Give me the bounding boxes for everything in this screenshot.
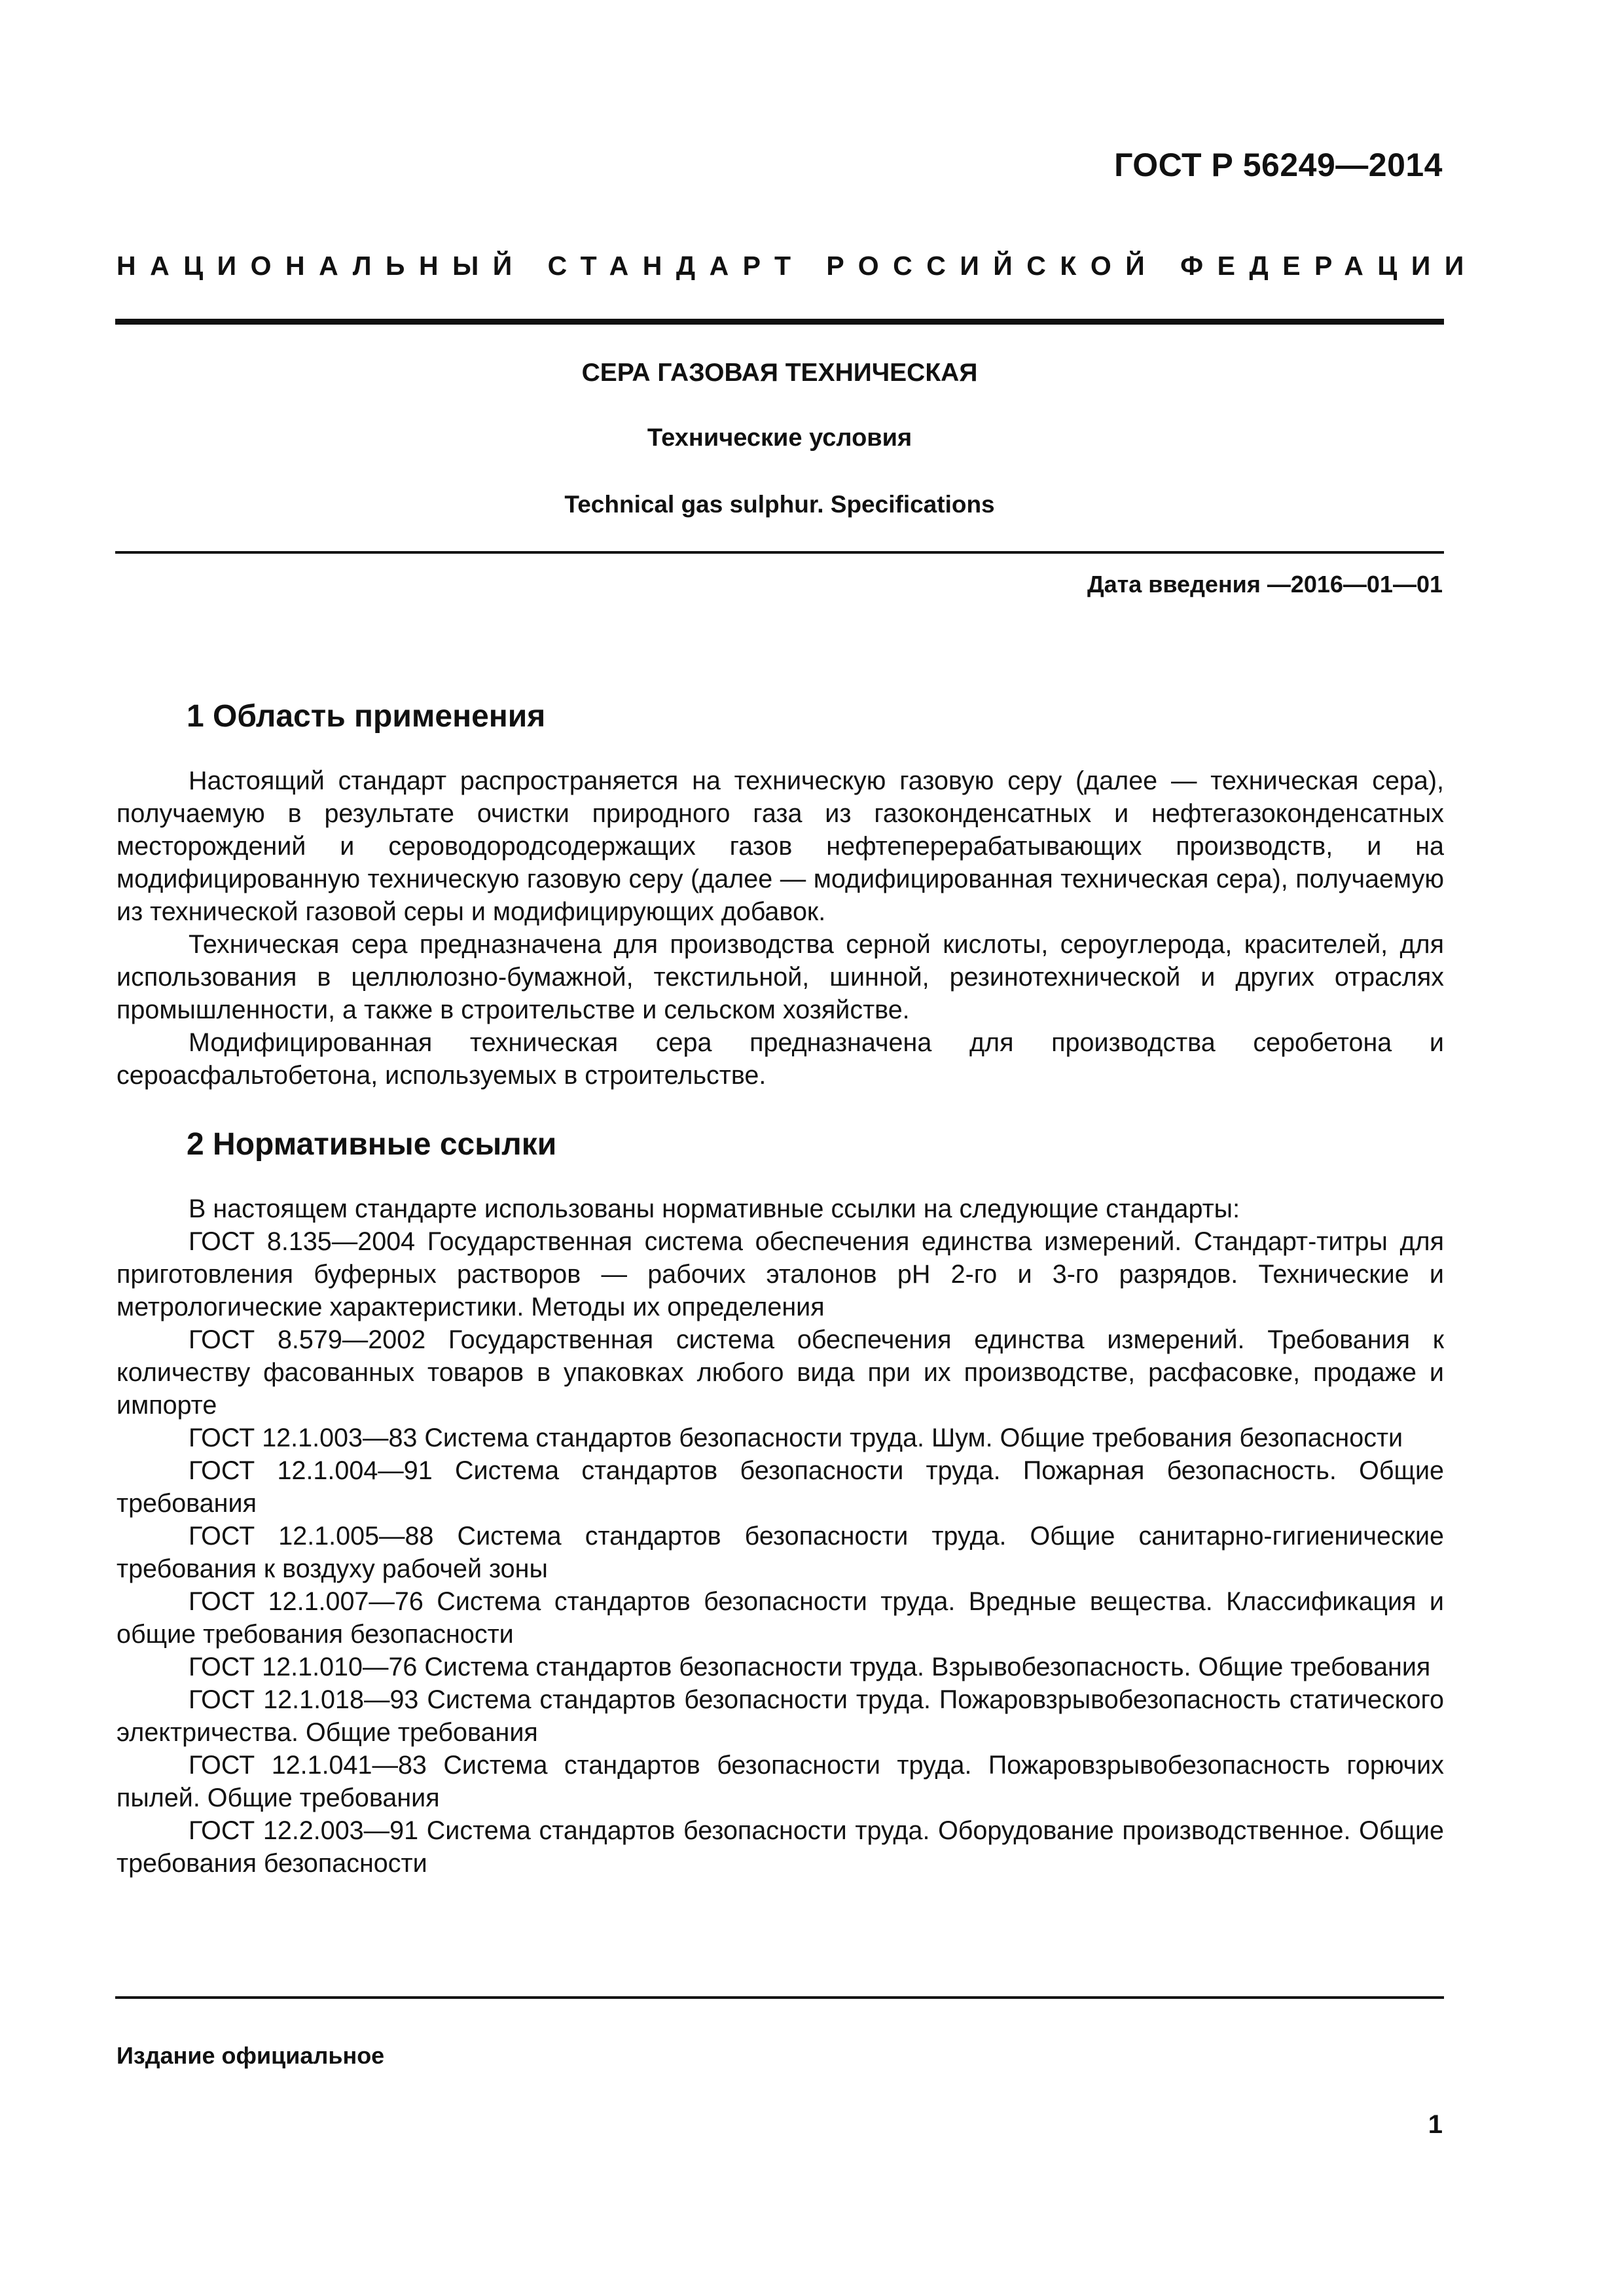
document-title-english: Technical gas sulphur. Specifications xyxy=(564,491,995,518)
document-subtitle: Технические условия xyxy=(647,424,912,452)
section-2-heading: 2 Нормативные ссылки xyxy=(187,1127,557,1162)
section-1-body xyxy=(117,764,1444,1092)
header-rule xyxy=(115,319,1444,325)
reference-item: ГОСТ 12.1.007—76 Система стандартов безопасности труда. Вредные вещества. Классификация и общие требования безопасности xyxy=(117,1587,1444,1649)
section-2-body xyxy=(117,1193,1444,1880)
document-title: СЕРА ГАЗОВАЯ ТЕХНИЧЕСКАЯ xyxy=(581,359,978,387)
reference-item: ГОСТ 12.1.003—83 Система стандартов безопасности труда. Шум. Общие требования безопасности xyxy=(189,1424,1403,1452)
reference-item: ГОСТ 12.1.010—76 Система стандартов безопасности труда. Взрывобезопасность. Общие требования xyxy=(189,1653,1431,1681)
footer-rule xyxy=(115,1996,1444,1999)
reference-item: ГОСТ 12.1.005—88 Система стандартов безопасности труда. Общие санитарно-гигиенические требования к воздуху рабочей зоны xyxy=(117,1522,1444,1583)
section-1-paragraph: Настоящий стандарт распространяется на техническую газовую серу (далее — техническая сера), получаемую в результате очистки природного газа из газоконденсатных и нефтегазоконденсатных месторождений и сероводородсодержащих газов нефтеперерабатывающих производств, и на модифицированную техническую газовую серу (далее — модифицированная техническая сера), получаемую из технической газовой серы и модифицирующих добавок. xyxy=(117,766,1444,926)
section-1-paragraph: Техническая сера предназначена для производства серной кислоты, сероуглерода, красителей, для использования в целлюлозно-бумажной, текстильной, шинной, резинотехнической и других отраслях промышленности, а также в строительстве и сельском хозяйстве. xyxy=(117,930,1444,1024)
page-number: 1 xyxy=(1428,2110,1443,2139)
reference-item: ГОСТ 8.135—2004 Государственная система обеспечения единства измерений. Стандарт-титры для приготовления буферных растворов — рабочих эталонов pH 2-го и 3-го разрядов. Технические и метрологические характеристики. Методы их определения xyxy=(117,1227,1444,1321)
reference-item: ГОСТ 12.2.003—91 Система стандартов безопасности труда. Оборудование производственное. Общие требования безопасности xyxy=(117,1816,1444,1878)
official-edition-note: Издание официальное xyxy=(117,2042,385,2069)
reference-item: ГОСТ 12.1.018—93 Система стандартов безопасности труда. Пожаровзрывобезопасность статического электричества. Общие требования xyxy=(117,1685,1444,1747)
title-rule xyxy=(115,551,1444,554)
national-standard-banner: НАЦИОНАЛЬНЫЙ СТАНДАРТ РОССИЙСКОЙ ФЕДЕРАЦИИ xyxy=(117,251,1478,281)
reference-item: ГОСТ 12.1.041—83 Система стандартов безопасности труда. Пожаровзрывобезопасность горючих пылей. Общие требования xyxy=(117,1751,1444,1812)
reference-item: ГОСТ 8.579—2002 Государственная система обеспечения единства измерений. Требования к количеству фасованных товаров в упаковках любого вида при их производстве, расфасовке, продаже и импорте xyxy=(117,1325,1444,1420)
document-code: ГОСТ Р 56249—2014 xyxy=(1114,147,1443,183)
reference-item: ГОСТ 12.1.004—91 Система стандартов безопасности труда. Пожарная безопасность. Общие требования xyxy=(117,1456,1444,1518)
section-2-intro: В настоящем стандарте использованы нормативные ссылки на следующие стандарты: xyxy=(189,1194,1240,1223)
introduction-date: Дата введения —2016—01—01 xyxy=(1087,571,1443,598)
section-1-paragraph: Модифицированная техническая сера предназначена для производства серобетона и сероасфальтобетона, используемых в строительстве. xyxy=(117,1028,1444,1090)
section-1-heading: 1 Область применения xyxy=(187,699,546,734)
